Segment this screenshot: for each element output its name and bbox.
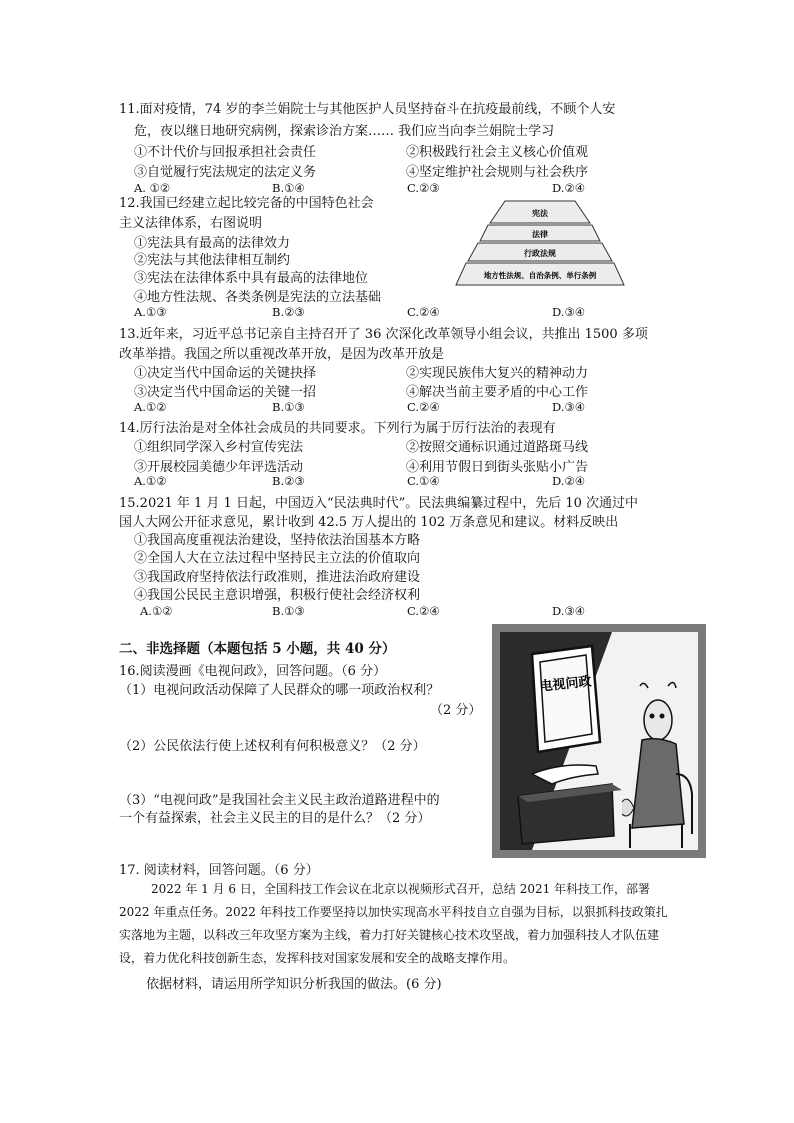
q15-statement-4: ④我国公民民主意识增强，积极行使社会经济权利 xyxy=(134,588,421,603)
q12-stem-line1: 12.我国已经建立起比较完备的中国特色社会 xyxy=(119,196,374,211)
section-2-title: 二、非选择题（本题包括 5 小题，共 40 分） xyxy=(119,641,396,657)
q17-question: 依据材料，请运用所学知识分析我国的做法。(6 分) xyxy=(146,977,442,992)
q16-part2: （2）公民依法行使上述权利有何积极意义？（2 分） xyxy=(119,739,426,754)
q16-part3-line2: 一个有益探索，社会主义民主的目的是什么？（2 分） xyxy=(119,811,431,826)
q13-stem-line2: 改革举措。我国之所以重视改革开放，是因为改革开放是 xyxy=(119,347,445,362)
q12-stem-line2: 主义法律体系，右图说明 xyxy=(119,216,263,231)
q12-option-c: C.②④ xyxy=(407,305,440,319)
q15-statement-1: ①我国高度重视法治建设，坚持依法治国基本方略 xyxy=(134,533,421,548)
q14-stem: 14.厉行法治是对全体社会成员的共同要求。下列行为属于厉行法治的表现有 xyxy=(119,421,556,436)
q14-statement-1: ①组织同学深入乡村宣传宪法 xyxy=(134,440,304,455)
q14-option-d: D.②④ xyxy=(552,474,586,488)
q11-option-c: C.②③ xyxy=(407,181,440,195)
q15-option-b: B.①③ xyxy=(272,604,305,618)
q15-statement-3: ③我国政府坚持依法行政准则，推进法治政府建设 xyxy=(134,570,421,585)
q16-part1: （1）电视问政活动保障了人民群众的哪一项政治权利？ xyxy=(119,683,440,698)
q11-statement-2: ②积极践行社会主义核心价值观 xyxy=(406,145,589,160)
q12-option-d: D.③④ xyxy=(552,305,586,319)
q15-option-d: D.③④ xyxy=(552,604,586,618)
q14-option-a: A.①② xyxy=(134,474,167,488)
q15-stem-line2: 国人大网公开征求意见，累计收到 42.5 万人提出的 102 万条意见和建议。材料反映出 xyxy=(119,515,619,530)
q15-option-a: A.①② xyxy=(140,604,173,618)
q15-option-c: C.②④ xyxy=(407,604,440,618)
q13-statement-2: ②实现民族伟大复兴的精神动力 xyxy=(406,366,589,381)
q15-statement-2: ②全国人大在立法过程中坚持民主立法的价值取向 xyxy=(134,551,421,566)
q13-statement-4: ④解决当前主要矛盾的中心工作 xyxy=(406,385,589,400)
q11-stem-line1: 11.面对疫情，74 岁的李兰娟院士与其他医护人员坚持奋斗在抗疫最前线，不顾个人安 xyxy=(119,102,616,117)
q17-material: 2022 年 1 月 6 日，全国科技工作会议在北京以视频形式召开，总结 2021 年科技工作，部署 2022 年重点任务。2022 年科技工作要坚持以加快实现高水平科技自立自强为目标，以狠抓科技政策扎实落地为主题，以科改三年攻坚方案为主线，着力打好关键核心技术攻坚战，着力加强科技人才队伍建设，着力优化科技创新生态，发挥科技对国家发展和安全的战略支撑作用。 xyxy=(119,882,668,965)
cartoon-illustration xyxy=(492,624,706,858)
q13-option-d: D.③④ xyxy=(552,400,586,414)
q17-stem: 17. 阅读材料，回答问题。（6 分） xyxy=(119,863,319,878)
q16-part3-line1: （3）“电视问政”是我国社会主义民主政治道路进程中的 xyxy=(119,793,440,808)
q15-stem-line1: 15.2021 年 1 月 1 日起，中国迈入“民法典时代”。民法典编纂过程中，先后 10 次通过中 xyxy=(119,496,639,511)
q13-option-a: A.①② xyxy=(134,400,167,414)
q11-statement-4: ④坚定维护社会规则与社会秩序 xyxy=(406,165,589,180)
q12-option-a: A.①③ xyxy=(134,305,167,319)
q13-stem-line1: 13.近年来，习近平总书记亲自主持召开了 36 次深化改革领导小组会议，共推出 1500 多项 xyxy=(119,327,648,342)
q13-option-c: C.②④ xyxy=(407,400,440,414)
q11-option-d: D.②④ xyxy=(552,181,586,195)
q12-statement-2: ②宪法与其他法律相互制约 xyxy=(134,253,291,268)
q13-statement-1: ①决定当代中国命运的关键抉择 xyxy=(134,366,317,381)
q13-statement-3: ③决定当代中国命运的关键一招 xyxy=(134,385,317,400)
q11-option-b: B.①④ xyxy=(272,181,305,195)
q14-option-c: C.①④ xyxy=(407,474,440,488)
q12-statement-1: ①宪法具有最高的法律效力 xyxy=(134,236,291,251)
cartoon-tv-caption: 电视问政 xyxy=(538,674,593,695)
q16-part1-score: （2 分） xyxy=(430,703,482,718)
q14-statement-4: ④利用节假日到街头张贴小广告 xyxy=(406,460,589,475)
q12-statement-3: ③宪法在法律体系中具有最高的法律地位 xyxy=(134,271,369,286)
q11-option-a: A. ①② xyxy=(134,181,171,195)
tv-politics-cartoon xyxy=(492,624,706,858)
q14-option-b: B.②③ xyxy=(272,474,305,488)
pyramid-label-2: 法律 xyxy=(532,230,548,239)
q14-statement-2: ②按照交通标识通过道路斑马线 xyxy=(406,440,589,455)
q14-statement-3: ③开展校园美德少年评选活动 xyxy=(134,460,304,475)
q13-option-b: B.①③ xyxy=(272,400,305,414)
q12-statement-4: ④地方性法规、各类条例是宪法的立法基础 xyxy=(134,290,382,305)
pyramid-label-4: 地方性法规、自治条例、单行条例 xyxy=(483,271,597,280)
q11-statement-3: ③自觉履行宪法规定的法定义务 xyxy=(134,165,317,180)
q11-stem-line2: 危，夜以继日地研究病例，探索诊治方案…… 我们应当向李兰娟院士学习 xyxy=(134,124,555,139)
q11-statement-1: ①不计代价与回报承担社会责任 xyxy=(134,145,317,160)
q12-option-b: B.②③ xyxy=(272,305,305,319)
pyramid-label-1: 宪法 xyxy=(532,209,548,218)
q16-stem: 16.阅读漫画《电视问政》，回答问题。（6 分） xyxy=(119,664,387,679)
law-system-pyramid xyxy=(440,193,640,293)
pyramid-label-3: 行政法规 xyxy=(524,249,556,258)
